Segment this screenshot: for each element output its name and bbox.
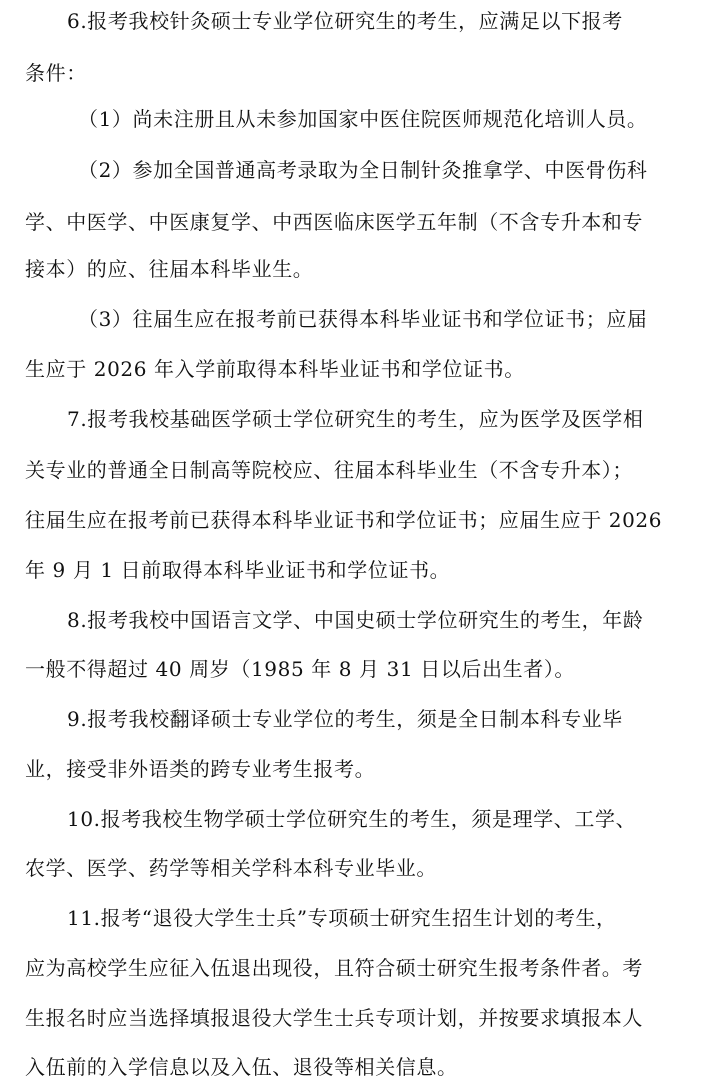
paragraph-6-item-2-line-1: （2）参加全国普通高考录取为全日制针灸推拿学、中医骨伤科 xyxy=(78,158,648,182)
paragraph-9-line-2: 业，接受非外语类的跨专业考生报考。 xyxy=(25,757,376,781)
paragraph-6-item-2-line-2: 学、中医学、中医康复学、中西医临床医学五年制（不含专升本和专 xyxy=(25,210,643,234)
paragraph-8-line-2: 一般不得超过 40 周岁（1985 年 8 月 31 日以后出生者）。 xyxy=(25,657,576,681)
paragraph-6-line-1: 6.报考我校针灸硕士专业学位研究生的考生，应满足以下报考 xyxy=(67,9,623,33)
paragraph-7-line-2: 关专业的普通全日制高等院校应、往届本科毕业生（不含专升本）； xyxy=(25,458,633,482)
paragraph-7-line-4: 年 9 月 1 日前取得本科毕业证书和学位证书。 xyxy=(25,558,451,582)
paragraph-6-item-1-line-1: （1）尚未注册且从未参加国家中医住院医师规范化培训人员。 xyxy=(78,107,648,131)
paragraph-10-line-1: 10.报考我校生物学硕士学位研究生的考生，须是理学、工学、 xyxy=(67,807,637,831)
paragraph-11-line-2: 应为高校学生应征入伍退出现役，且符合硕士研究生报考条件者。考 xyxy=(25,956,643,980)
paragraph-9-line-1: 9.报考我校翻译硕士专业学位的考生，须是全日制本科专业毕 xyxy=(67,707,623,731)
paragraph-6-item-3-line-1: （3）往届生应在报考前已获得本科毕业证书和学位证书；应届 xyxy=(78,307,648,331)
paragraph-11-line-4: 入伍前的入学信息以及入伍、退役等相关信息。 xyxy=(25,1055,458,1079)
paragraph-8-line-1: 8.报考我校中国语言文学、中国史硕士学位研究生的考生，年龄 xyxy=(67,608,644,632)
paragraph-7-line-3: 往届生应在报考前已获得本科毕业证书和学位证书；应届生应于 2026 xyxy=(25,508,663,532)
paragraph-6-line-2: 条件： xyxy=(25,61,87,85)
paragraph-7-line-1: 7.报考我校基础医学硕士学位研究生的考生，应为医学及医学相 xyxy=(67,407,644,431)
paragraph-6-item-3-line-2: 生应于 2026 年入学前取得本科毕业证书和学位证书。 xyxy=(25,357,525,381)
paragraph-11-line-1: 11.报考“退役大学生士兵”专项硕士研究生招生计划的考生， xyxy=(67,906,617,930)
paragraph-10-line-2: 农学、医学、药学等相关学科本科专业毕业。 xyxy=(25,856,437,880)
paragraph-6-item-2-line-3: 接本）的应、往届本科毕业生。 xyxy=(25,257,314,281)
paragraph-11-line-3: 生报名时应当选择填报退役大学生士兵专项计划，并按要求填报本人 xyxy=(25,1006,643,1030)
